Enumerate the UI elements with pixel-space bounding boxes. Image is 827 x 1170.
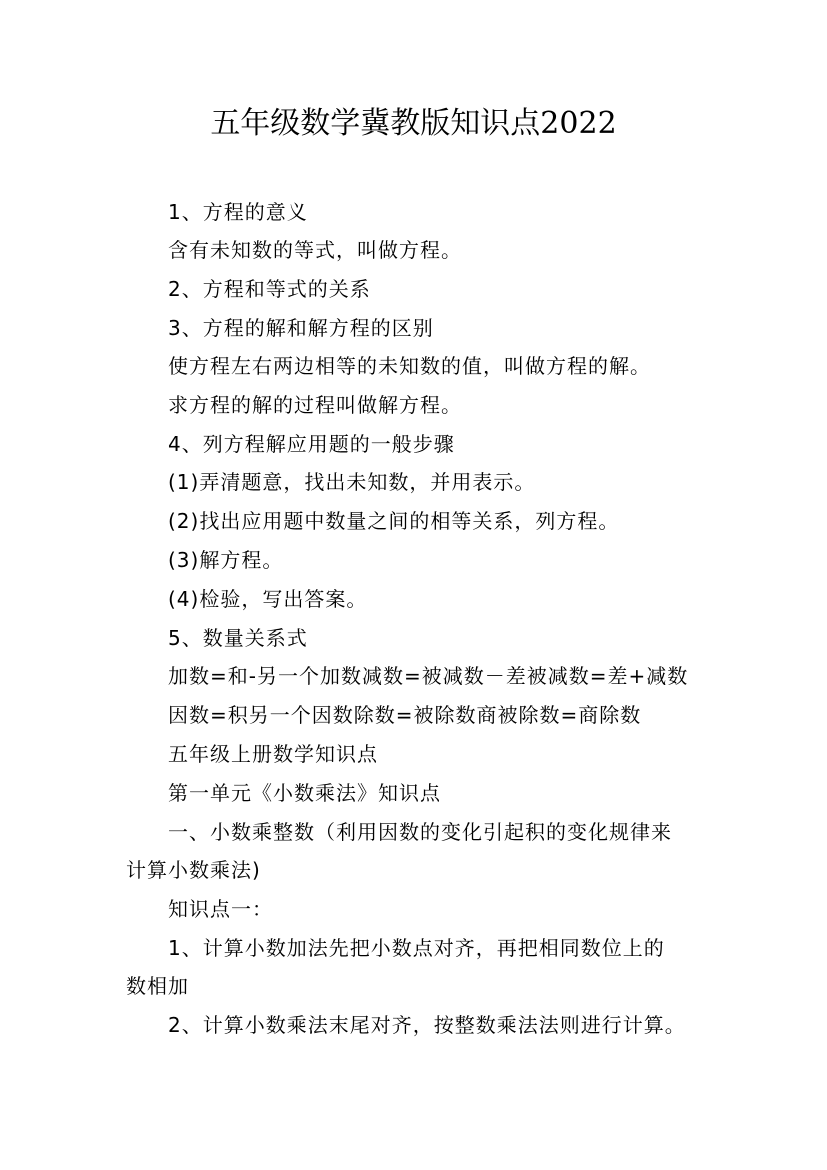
text-line: 4、列方程解应用题的一般步骤 (168, 432, 455, 456)
text-line: (4)检验，写出答案。 (168, 587, 368, 611)
text-line: 第一单元《小数乘法》知识点 (168, 781, 441, 805)
text-line: 5、数量关系式 (168, 626, 308, 650)
text-line: 数相加 (126, 974, 189, 998)
text-line: 含有未知数的等式，叫做方程。 (168, 238, 462, 262)
text-line: 使方程左右两边相等的未知数的值，叫做方程的解。 (168, 354, 651, 378)
text-line: 计算小数乘法) (126, 858, 261, 882)
document-title: 五年级数学冀教版知识点2022 (210, 106, 617, 141)
text-line: 知识点一： (168, 897, 273, 921)
text-line: 3、方程的解和解方程的区别 (168, 316, 434, 340)
text-line: 因数=积另一个因数除数=被除数商被除数=商除数 (168, 703, 642, 727)
text-line: (1)弄清题意，找出未知数，并用表示。 (168, 470, 536, 494)
text-line: 一、小数乘整数（利用因数的变化引起积的变化规律来 (168, 820, 672, 844)
text-line: 1、计算小数加法先把小数点对齐，再把相同数位上的 (168, 936, 665, 960)
text-line: 五年级上册数学知识点 (168, 742, 378, 766)
text-line: 2、计算小数乘法末尾对齐，按整数乘法法则进行计算。 (168, 1013, 686, 1037)
text-line: 求方程的解的过程叫做解方程。 (168, 393, 462, 417)
text-line: 加数=和-另一个加数减数=被减数－差被减数=差+减数 (168, 664, 689, 688)
text-line: 2、方程和等式的关系 (168, 277, 371, 301)
text-line: (3)解方程。 (168, 548, 284, 572)
text-line: 1、方程的意义 (168, 200, 308, 224)
text-line: (2)找出应用题中数量之间的相等关系，列方程。 (168, 509, 620, 533)
